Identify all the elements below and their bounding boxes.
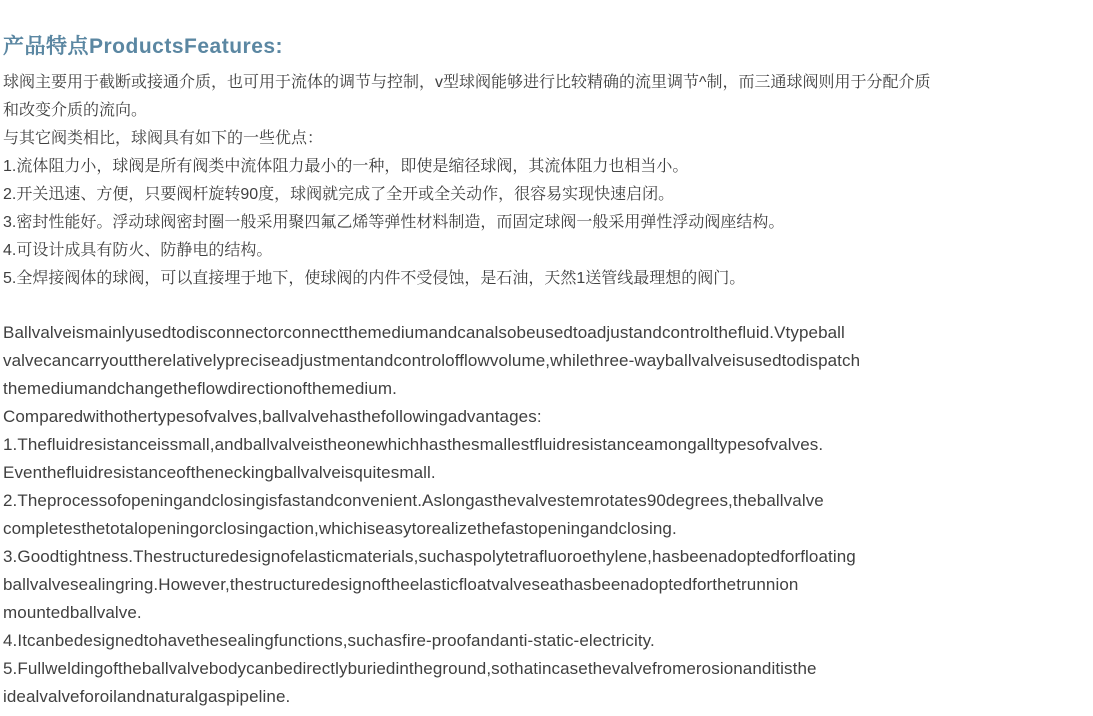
text-line: 和改变介质的流向。 [3,102,148,119]
section-heading: 产品特点ProductsFeatures: [3,35,284,58]
text-line: 2.开关迅速、方便，只要阀杆旋转90度，球阀就完成了全开或全关动作，很容易实现快速启闭。 [3,186,675,203]
text-line: themediumandchangetheflowdirectionofthemedium. [3,379,397,398]
text-line: 球阀主要用于截断或接通介质，也可用于流体的调节与控制，v型球阀能够进行比较精确的流里调节^制，而三通球阀则用于分配介质 [3,74,931,91]
text-line: 5.Fullweldingoftheballvalvebodycanbedirectlyburiedintheground,sothatincasethevalvefromerosionanditisthe [3,659,817,678]
text-line: Comparedwithothertypesofvalves,ballvalvehasthefollowingadvantages: [3,407,542,426]
text-line: Eventhefluidresistanceoftheneckingballvalveisquitesmall. [3,463,436,482]
text-line: ballvalvesealingring.However,thestructuredesignoftheelasticfloatvalveseathasbeenadoptedforthetrunnion [3,575,799,594]
text-line: 1.Thefluidresistanceissmall,andballvalveistheonewhichhasthesmallestfluidresistanceamongalltypesofvalves. [3,435,824,454]
text-line: mountedballvalve. [3,603,142,622]
text-line: 与其它阀类相比，球阀具有如下的一些优点： [3,130,324,147]
text-line: 4.可设计成具有防火、防静电的结构。 [3,242,273,259]
english-description-block [3,319,1083,711]
text-line: valvecancarryouttherelativelypreciseadjustmentandcontrolofflowvolume,whilethree-wayballvalveisusedtodispatch [3,351,861,370]
text-line: Ballvalveismainlyusedtodisconnectorconnectthemediumandcanalsobeusedtoadjustandcontrolthefluid.Vtypeball [3,323,845,342]
text-line: idealvalveforoilandnaturalgaspipeline. [3,687,291,706]
text-line: 3.密封性能好。浮动球阀密封圈一般采用聚四氟乙烯等弹性材料制造，而固定球阀一般采用弹性浮动阀座结构。 [3,214,785,231]
text-line: 4.Itcanbedesignedtohavethesealingfunctions,suchasfire-proofandanti-static-electricity. [3,631,655,650]
text-line: 1.流体阻力小，球阀是所有阀类中流体阻力最小的一种，即使是缩径球阀，其流体阻力也相当小。 [3,158,689,175]
text-line: 5.全焊接阀体的球阀，可以直接埋于地下，使球阀的内件不受侵蚀，是石油，天然1送管线最理想的阀门。 [3,270,746,287]
chinese-description-block [3,69,1083,293]
text-line: 2.Theprocessofopeningandclosingisfastandconvenient.Aslongasthevalvestemrotates90degrees,theballvalve [3,491,824,510]
text-line: completesthetotalopeningorclosingaction,whichiseasytorealizethefastopeningandclosing. [3,519,677,538]
text-line: 3.Goodtightness.Thestructuredesignofelasticmaterials,suchaspolytetrafluoroethylene,hasbeenadoptedforfloating [3,547,856,566]
section-gap [3,293,1083,319]
